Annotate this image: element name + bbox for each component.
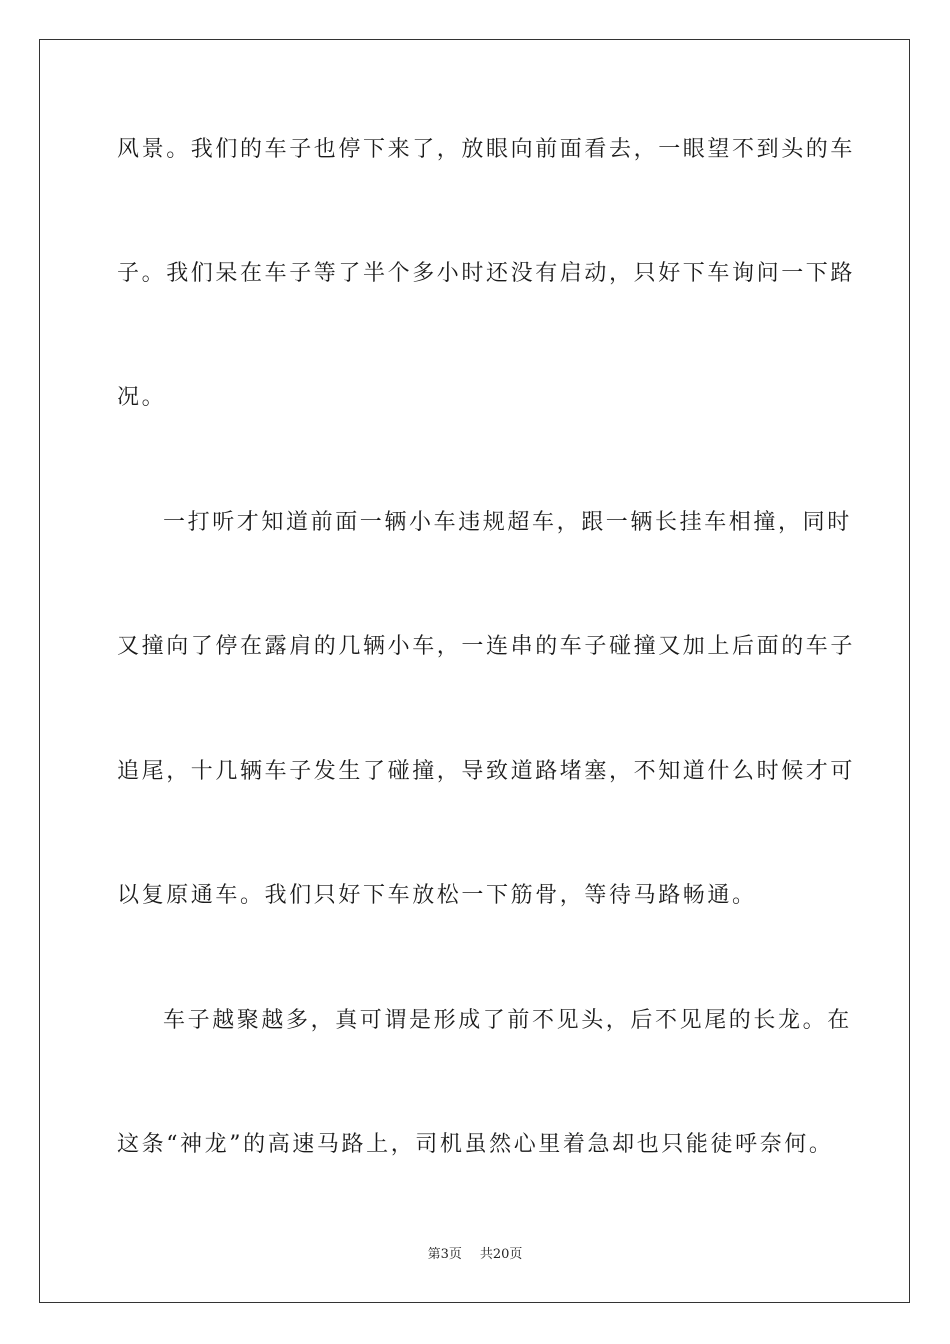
page-total: 共20页 xyxy=(479,1247,523,1262)
text-line: 况。 xyxy=(117,385,167,410)
page-number: 第3页 xyxy=(427,1247,462,1262)
text-line: 这条“神龙”的高速马路上，司机虽然心里着急却也只能徒呼奈何。 xyxy=(117,1132,834,1157)
text-line: 风景。我们的车子也停下来了，放眼向前面看去，一眼望不到头的车 xyxy=(117,137,856,162)
text-line: 以复原通车。我们只好下车放松一下筋骨，等待马路畅通。 xyxy=(117,883,757,908)
text-line: 又撞向了停在露肩的几辆小车，一连串的车子碰撞又加上后面的车子 xyxy=(117,634,856,659)
text-line: 一打听才知道前面一辆小车违规超车，跟一辆长挂车相撞，同时 xyxy=(163,510,852,535)
text-line: 追尾，十几辆车子发生了碰撞，导致道路堵塞，不知道什么时候才可 xyxy=(117,759,856,784)
page-frame xyxy=(39,39,910,1303)
text-line: 车子越聚越多，真可谓是形成了前不见头，后不见尾的长龙。在 xyxy=(163,1008,852,1033)
text-line: 子。我们呆在车子等了半个多小时还没有启动，只好下车询问一下路 xyxy=(117,261,856,286)
page-footer xyxy=(0,1246,950,1264)
